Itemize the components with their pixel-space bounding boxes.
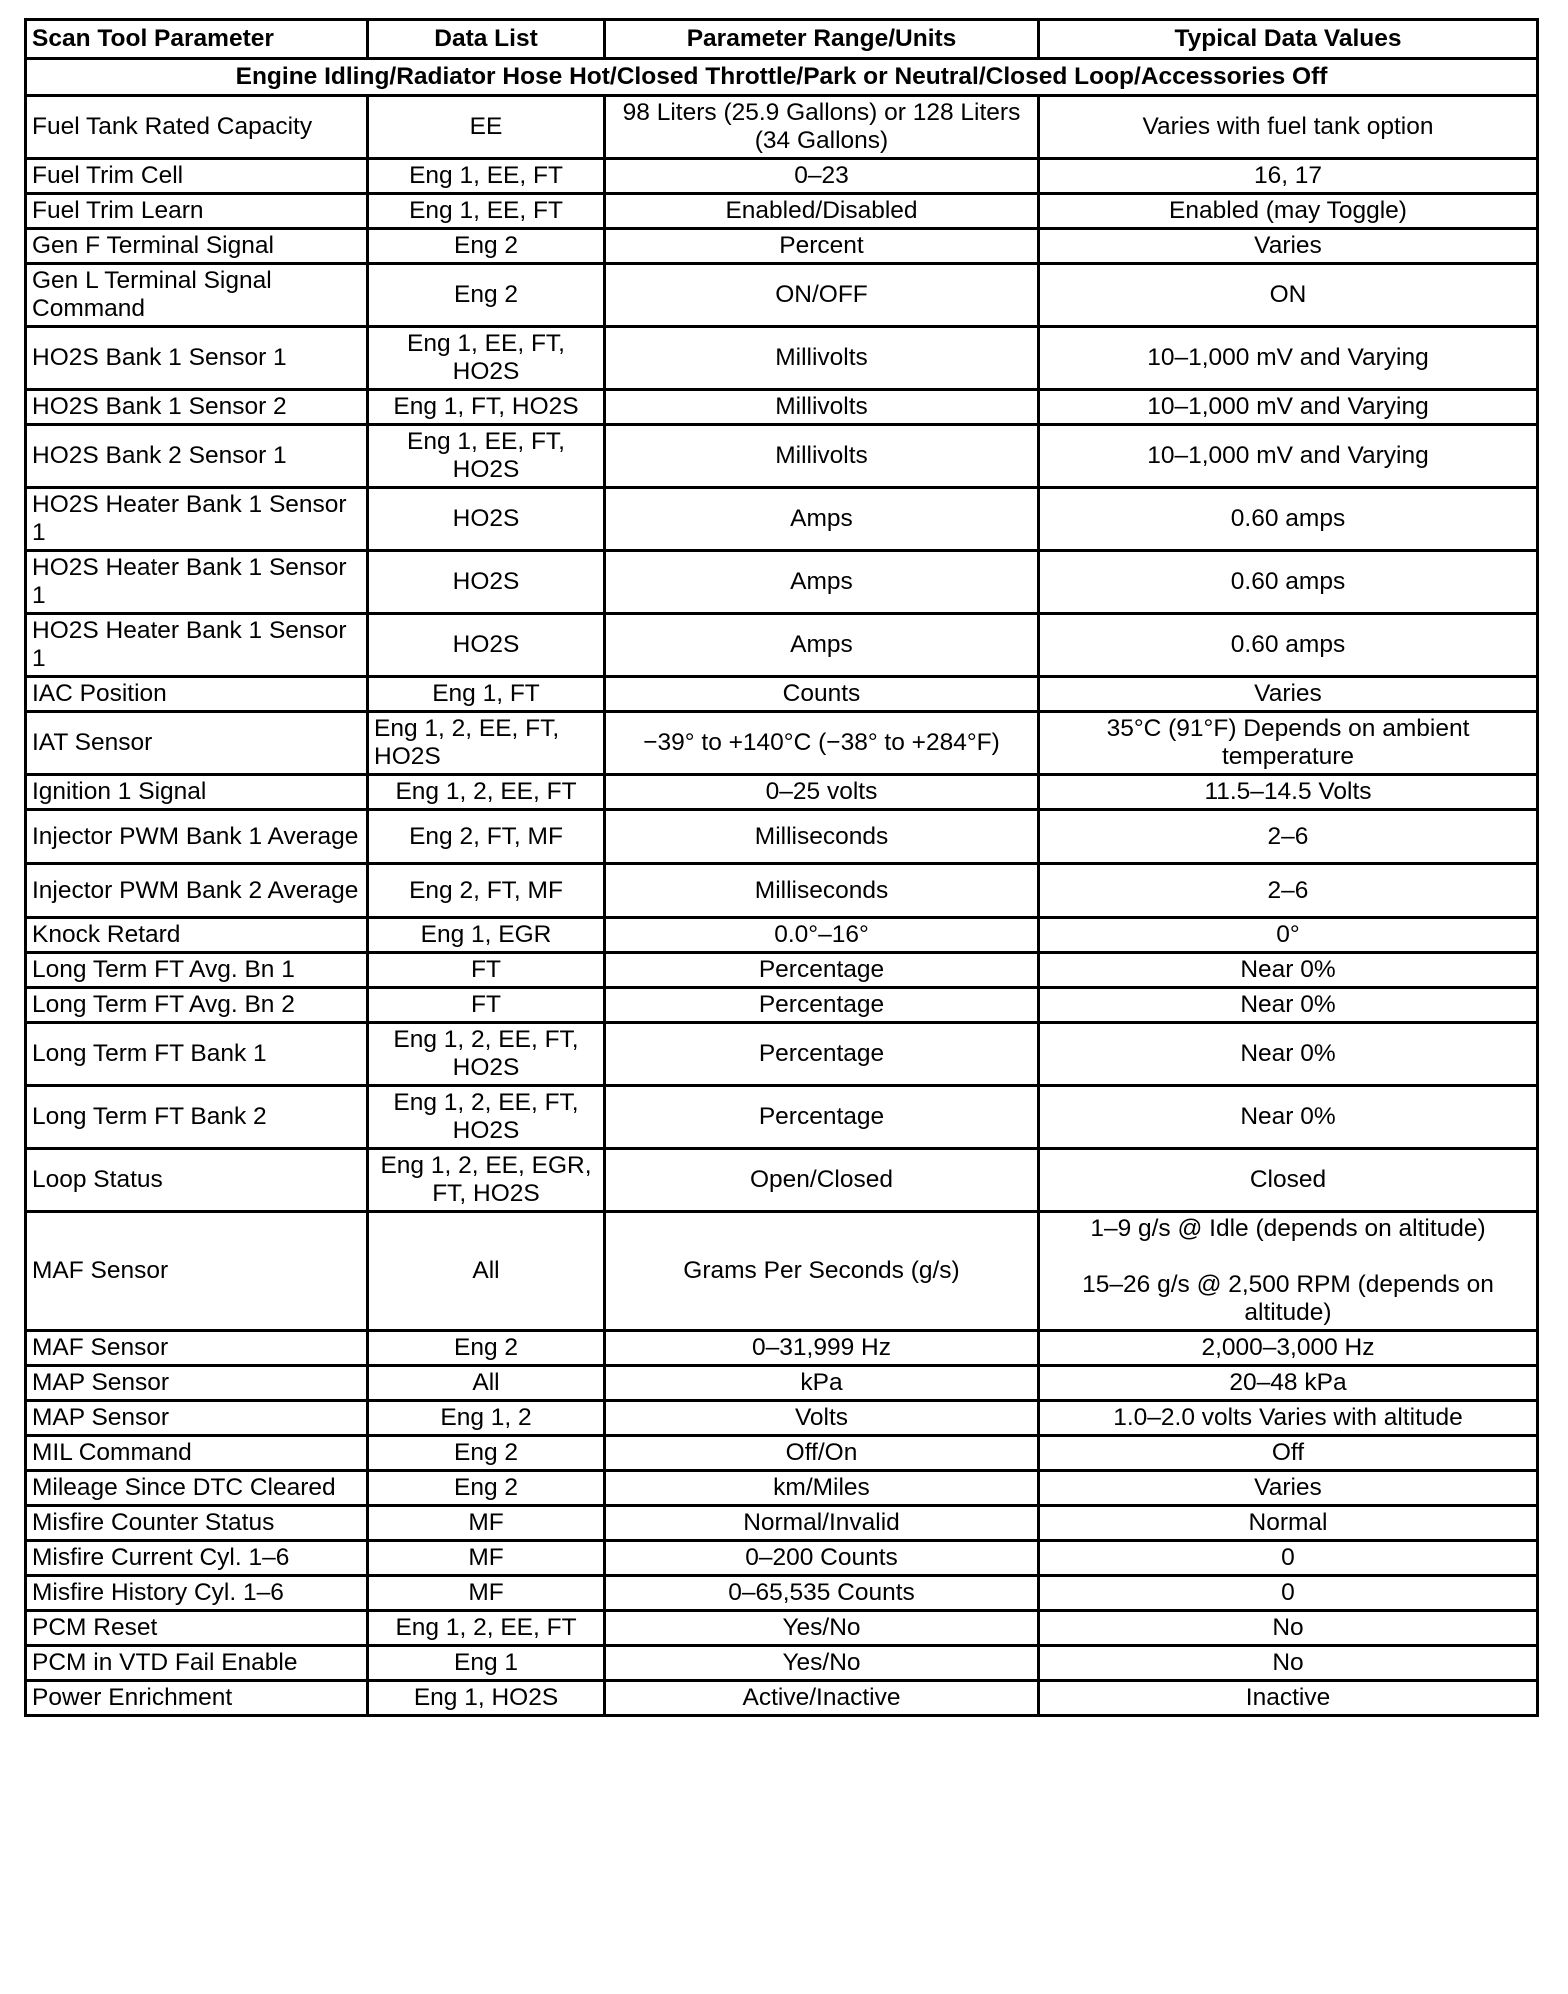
table-row [26, 1212, 1538, 1331]
cell-data-list: Eng 1, 2, EE, FT, HO2S [368, 712, 605, 775]
cell-typical-value: Normal [1039, 1506, 1538, 1541]
cell-data-list: HO2S [368, 551, 605, 614]
table-row [26, 614, 1538, 677]
cell-typical-value: 0.60 amps [1039, 488, 1538, 551]
cell-scan-tool-parameter: PCM in VTD Fail Enable [26, 1646, 368, 1681]
cell-data-list: Eng 1, 2 [368, 1401, 605, 1436]
table-row [26, 918, 1538, 953]
cell-scan-tool-parameter: Ignition 1 Signal [26, 775, 368, 810]
condition-row [26, 59, 1538, 96]
cell-parameter-range: km/Miles [605, 1471, 1039, 1506]
cell-scan-tool-parameter: Knock Retard [26, 918, 368, 953]
cell-parameter-range: Off/On [605, 1436, 1039, 1471]
cell-data-list: Eng 1, 2, EE, EGR, FT, HO2S [368, 1149, 605, 1212]
cell-parameter-range: Percentage [605, 1086, 1039, 1149]
cell-parameter-range: −39° to +140°C (−38° to +284°F) [605, 712, 1039, 775]
cell-parameter-range: kPa [605, 1366, 1039, 1401]
cell-parameter-range: Milliseconds [605, 810, 1039, 864]
cell-typical-value: 20–48 kPa [1039, 1366, 1538, 1401]
table-row [26, 390, 1538, 425]
condition-header: Engine Idling/Radiator Hose Hot/Closed Throttle/Park or Neutral/Closed Loop/Accessories Off [26, 59, 1538, 96]
cell-data-list: Eng 1, FT, HO2S [368, 390, 605, 425]
cell-data-list: Eng 1, EE, FT, HO2S [368, 327, 605, 390]
cell-data-list: Eng 1, EE, FT [368, 159, 605, 194]
cell-typical-value: Closed [1039, 1149, 1538, 1212]
table-row [26, 677, 1538, 712]
cell-typical-value: 10–1,000 mV and Varying [1039, 425, 1538, 488]
cell-data-list: Eng 2, FT, MF [368, 810, 605, 864]
cell-scan-tool-parameter: Injector PWM Bank 2 Average [26, 864, 368, 918]
table-row [26, 1611, 1538, 1646]
cell-data-list: Eng 2 [368, 229, 605, 264]
cell-data-list: All [368, 1212, 605, 1331]
cell-typical-value: 11.5–14.5 Volts [1039, 775, 1538, 810]
table-row [26, 1086, 1538, 1149]
cell-scan-tool-parameter: Mileage Since DTC Cleared [26, 1471, 368, 1506]
cell-scan-tool-parameter: Misfire Counter Status [26, 1506, 368, 1541]
cell-typical-value: No [1039, 1646, 1538, 1681]
table-row [26, 1506, 1538, 1541]
table-row [26, 1436, 1538, 1471]
cell-parameter-range: 0.0°–16° [605, 918, 1039, 953]
cell-parameter-range: Active/Inactive [605, 1681, 1039, 1716]
cell-parameter-range: Yes/No [605, 1646, 1039, 1681]
cell-scan-tool-parameter: Long Term FT Avg. Bn 1 [26, 953, 368, 988]
cell-parameter-range: 98 Liters (25.9 Gallons) or 128 Liters (34 Gallons) [605, 96, 1039, 159]
table-row [26, 953, 1538, 988]
cell-typical-value: Varies with fuel tank option [1039, 96, 1538, 159]
cell-typical-value [1039, 1212, 1538, 1331]
cell-typical-value: Near 0% [1039, 1086, 1538, 1149]
cell-typical-value: Off [1039, 1436, 1538, 1471]
cell-scan-tool-parameter: HO2S Bank 1 Sensor 1 [26, 327, 368, 390]
cell-scan-tool-parameter: Loop Status [26, 1149, 368, 1212]
cell-data-list: Eng 1 [368, 1646, 605, 1681]
header-scan-tool-parameter: Scan Tool Parameter [26, 20, 368, 59]
cell-scan-tool-parameter: Power Enrichment [26, 1681, 368, 1716]
header-typical-data-values: Typical Data Values [1039, 20, 1538, 59]
cell-scan-tool-parameter: MAP Sensor [26, 1366, 368, 1401]
table-row [26, 1401, 1538, 1436]
table-row [26, 1023, 1538, 1086]
table-row [26, 264, 1538, 327]
cell-typical-value: 10–1,000 mV and Varying [1039, 327, 1538, 390]
cell-parameter-range: 0–31,999 Hz [605, 1331, 1039, 1366]
cell-parameter-range: Amps [605, 488, 1039, 551]
table-row [26, 1331, 1538, 1366]
table-row [26, 988, 1538, 1023]
cell-scan-tool-parameter: HO2S Bank 2 Sensor 1 [26, 425, 368, 488]
cell-typical-value: Near 0% [1039, 953, 1538, 988]
table-row [26, 810, 1538, 864]
cell-typical-value: 0.60 amps [1039, 551, 1538, 614]
cell-scan-tool-parameter: Misfire History Cyl. 1–6 [26, 1576, 368, 1611]
cell-parameter-range: Normal/Invalid [605, 1506, 1039, 1541]
table-row [26, 864, 1538, 918]
cell-scan-tool-parameter: Long Term FT Bank 2 [26, 1086, 368, 1149]
cell-data-list: HO2S [368, 488, 605, 551]
table-row [26, 1541, 1538, 1576]
cell-scan-tool-parameter: MAF Sensor [26, 1212, 368, 1331]
table-row [26, 425, 1538, 488]
cell-typical-value: 0 [1039, 1576, 1538, 1611]
cell-parameter-range: Yes/No [605, 1611, 1039, 1646]
cell-scan-tool-parameter: Long Term FT Avg. Bn 2 [26, 988, 368, 1023]
cell-data-list: Eng 1, FT [368, 677, 605, 712]
table-row [26, 96, 1538, 159]
table-row [26, 712, 1538, 775]
cell-parameter-range: Millivolts [605, 390, 1039, 425]
cell-data-list: Eng 2 [368, 1436, 605, 1471]
cell-data-list: All [368, 1366, 605, 1401]
cell-data-list: Eng 1, EE, FT, HO2S [368, 425, 605, 488]
cell-typical-value: Varies [1039, 229, 1538, 264]
cell-parameter-range: Percentage [605, 988, 1039, 1023]
cell-scan-tool-parameter: PCM Reset [26, 1611, 368, 1646]
cell-data-list: FT [368, 953, 605, 988]
table-row [26, 1681, 1538, 1716]
table-row [26, 327, 1538, 390]
cell-scan-tool-parameter: Fuel Trim Learn [26, 194, 368, 229]
table-row [26, 488, 1538, 551]
cell-data-list: Eng 2 [368, 264, 605, 327]
cell-typical-value: Near 0% [1039, 1023, 1538, 1086]
cell-scan-tool-parameter: Misfire Current Cyl. 1–6 [26, 1541, 368, 1576]
header-data-list: Data List [368, 20, 605, 59]
cell-typical-value: Inactive [1039, 1681, 1538, 1716]
cell-scan-tool-parameter: HO2S Heater Bank 1 Sensor 1 [26, 614, 368, 677]
table-row [26, 194, 1538, 229]
cell-typical-value: 0.60 amps [1039, 614, 1538, 677]
cell-typical-value: 1.0–2.0 volts Varies with altitude [1039, 1401, 1538, 1436]
cell-data-list: Eng 1, EE, FT [368, 194, 605, 229]
cell-scan-tool-parameter: Gen L Terminal Signal Command [26, 264, 368, 327]
cell-parameter-range: Grams Per Seconds (g/s) [605, 1212, 1039, 1331]
cell-parameter-range: Millivolts [605, 327, 1039, 390]
cell-parameter-range: Enabled/Disabled [605, 194, 1039, 229]
cell-parameter-range: Milliseconds [605, 864, 1039, 918]
cell-typical-value: Near 0% [1039, 988, 1538, 1023]
cell-data-list: HO2S [368, 614, 605, 677]
cell-typical-value: ON [1039, 264, 1538, 327]
table-row [26, 551, 1538, 614]
cell-scan-tool-parameter: MIL Command [26, 1436, 368, 1471]
cell-typical-value: Varies [1039, 677, 1538, 712]
cell-data-list: EE [368, 96, 605, 159]
header-row [26, 20, 1538, 59]
cell-parameter-range: Amps [605, 551, 1039, 614]
cell-parameter-range: Millivolts [605, 425, 1039, 488]
table-row [26, 1149, 1538, 1212]
table-row [26, 1576, 1538, 1611]
cell-parameter-range: Percentage [605, 953, 1039, 988]
cell-parameter-range: Counts [605, 677, 1039, 712]
cell-data-list: Eng 2 [368, 1471, 605, 1506]
cell-scan-tool-parameter: Gen F Terminal Signal [26, 229, 368, 264]
cell-scan-tool-parameter: HO2S Heater Bank 1 Sensor 1 [26, 551, 368, 614]
cell-scan-tool-parameter: Long Term FT Bank 1 [26, 1023, 368, 1086]
table-row [26, 159, 1538, 194]
table-row [26, 1366, 1538, 1401]
cell-typical-value: 2,000–3,000 Hz [1039, 1331, 1538, 1366]
cell-data-list: Eng 1, EGR [368, 918, 605, 953]
typical-value-line: 1–9 g/s @ Idle (depends on altitude) [1090, 1215, 1486, 1242]
table-row [26, 775, 1538, 810]
cell-parameter-range: 0–25 volts [605, 775, 1039, 810]
cell-data-list: MF [368, 1541, 605, 1576]
table-row [26, 1646, 1538, 1681]
cell-typical-value: 0° [1039, 918, 1538, 953]
scan-tool-data-table [24, 18, 1539, 1717]
header-parameter-range-units: Parameter Range/Units [605, 20, 1039, 59]
typical-value-line: 15–26 g/s @ 2,500 RPM (depends on altitude) [1082, 1271, 1494, 1326]
cell-data-list: Eng 1, 2, EE, FT, HO2S [368, 1086, 605, 1149]
table-row [26, 229, 1538, 264]
cell-data-list: Eng 1, HO2S [368, 1681, 605, 1716]
cell-typical-value: 10–1,000 mV and Varying [1039, 390, 1538, 425]
cell-typical-value: 0 [1039, 1541, 1538, 1576]
typical-value-spacer [1045, 1243, 1531, 1271]
cell-typical-value: 2–6 [1039, 864, 1538, 918]
cell-data-list: Eng 1, 2, EE, FT [368, 775, 605, 810]
cell-scan-tool-parameter: IAT Sensor [26, 712, 368, 775]
cell-typical-value: 16, 17 [1039, 159, 1538, 194]
cell-data-list: MF [368, 1506, 605, 1541]
cell-parameter-range: Percentage [605, 1023, 1039, 1086]
table-body [26, 59, 1538, 1716]
cell-parameter-range: 0–200 Counts [605, 1541, 1039, 1576]
cell-parameter-range: Volts [605, 1401, 1039, 1436]
cell-scan-tool-parameter: IAC Position [26, 677, 368, 712]
cell-scan-tool-parameter: Injector PWM Bank 1 Average [26, 810, 368, 864]
cell-data-list: MF [368, 1576, 605, 1611]
cell-parameter-range: Amps [605, 614, 1039, 677]
cell-scan-tool-parameter: HO2S Heater Bank 1 Sensor 1 [26, 488, 368, 551]
cell-data-list: Eng 2, FT, MF [368, 864, 605, 918]
cell-typical-value: Varies [1039, 1471, 1538, 1506]
cell-scan-tool-parameter: MAP Sensor [26, 1401, 368, 1436]
cell-scan-tool-parameter: HO2S Bank 1 Sensor 2 [26, 390, 368, 425]
cell-data-list: Eng 1, 2, EE, FT, HO2S [368, 1023, 605, 1086]
cell-data-list: Eng 1, 2, EE, FT [368, 1611, 605, 1646]
cell-scan-tool-parameter: MAF Sensor [26, 1331, 368, 1366]
cell-typical-value: No [1039, 1611, 1538, 1646]
cell-parameter-range: Percent [605, 229, 1039, 264]
cell-parameter-range: 0–65,535 Counts [605, 1576, 1039, 1611]
cell-typical-value: 35°C (91°F) Depends on ambient temperature [1039, 712, 1538, 775]
cell-scan-tool-parameter: Fuel Tank Rated Capacity [26, 96, 368, 159]
cell-parameter-range: ON/OFF [605, 264, 1039, 327]
cell-typical-value: Enabled (may Toggle) [1039, 194, 1538, 229]
table-row [26, 1471, 1538, 1506]
cell-data-list: Eng 2 [368, 1331, 605, 1366]
cell-scan-tool-parameter: Fuel Trim Cell [26, 159, 368, 194]
cell-typical-value: 2–6 [1039, 810, 1538, 864]
cell-parameter-range: 0–23 [605, 159, 1039, 194]
cell-parameter-range: Open/Closed [605, 1149, 1039, 1212]
cell-data-list: FT [368, 988, 605, 1023]
